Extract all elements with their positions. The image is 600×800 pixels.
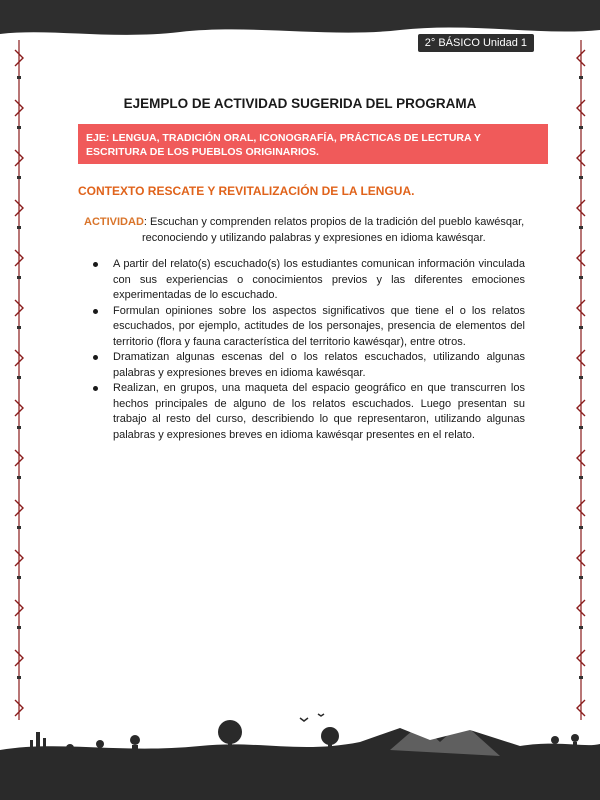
list-item bbox=[93, 381, 525, 443]
list-item-text: A partir del relato(s) escuchado(s) los estudiantes comunican información vinculada con sus experiencias o conocimientos previos y las diferentes emociones experimentadas de lo escuchado. bbox=[113, 258, 525, 301]
activity-line-2: reconociendo y utilizando palabras y expresiones en idioma kawésqar. bbox=[142, 231, 486, 244]
document-title: EJEMPLO DE ACTIVIDAD SUGERIDA DEL PROGRAMA bbox=[123, 96, 477, 111]
right-decorative-border bbox=[576, 40, 586, 720]
eje-banner: EJE: LENGUA, TRADICIÓN ORAL, ICONOGRAFÍA, PRÁCTICAS DE LECTURA Y ESCRITURA DE LOS PUEBLOS ORIGINARIOS. bbox=[78, 124, 548, 164]
section-heading: CONTEXTO RESCATE Y REVITALIZACIÓN DE LA LENGUA. bbox=[78, 184, 415, 198]
bullet-icon bbox=[93, 309, 98, 314]
activity-bullet-list bbox=[93, 257, 525, 443]
list-item bbox=[93, 304, 525, 351]
list-item bbox=[93, 257, 525, 304]
activity-line-1: Escuchan y comprenden relatos propios de la tradición del pueblo kawésqar, bbox=[150, 216, 525, 228]
bullet-icon bbox=[93, 262, 98, 267]
list-item-text: Dramatizan algunas escenas del o los relatos escuchados, utilizando algunas palabras y expresiones breves en idioma kawésqar. bbox=[113, 351, 525, 379]
activity-block bbox=[84, 215, 526, 246]
activity-colon: : bbox=[143, 216, 151, 228]
bullet-icon bbox=[93, 355, 98, 360]
list-item bbox=[93, 350, 525, 381]
unit-badge: 2° BÁSICO Unidad 1 bbox=[418, 34, 534, 52]
footer-landscape-illustration bbox=[0, 710, 600, 800]
list-item-text: Formulan opiniones sobre los aspectos significativos que tiene el o los relatos escuchados, por ejemplo, actitudes de los personajes, presencia de elementos del territorio (flora y fauna característica del territorio kawésqar), entre otros. bbox=[113, 304, 525, 348]
activity-label: ACTIVIDAD bbox=[84, 216, 144, 228]
left-decorative-border bbox=[14, 40, 24, 720]
bullet-icon bbox=[93, 386, 98, 391]
list-item-text: Realizan, en grupos, una maqueta del espacio geográfico en que transcurren los hechos principales de alguno de los relatos escuchados. Luego presentan su trabajo al resto del curso, describiendo lo que representaron, utilizando algunas palabras y expresiones breves en idioma kawésqar presentes en el relato. bbox=[113, 382, 525, 441]
